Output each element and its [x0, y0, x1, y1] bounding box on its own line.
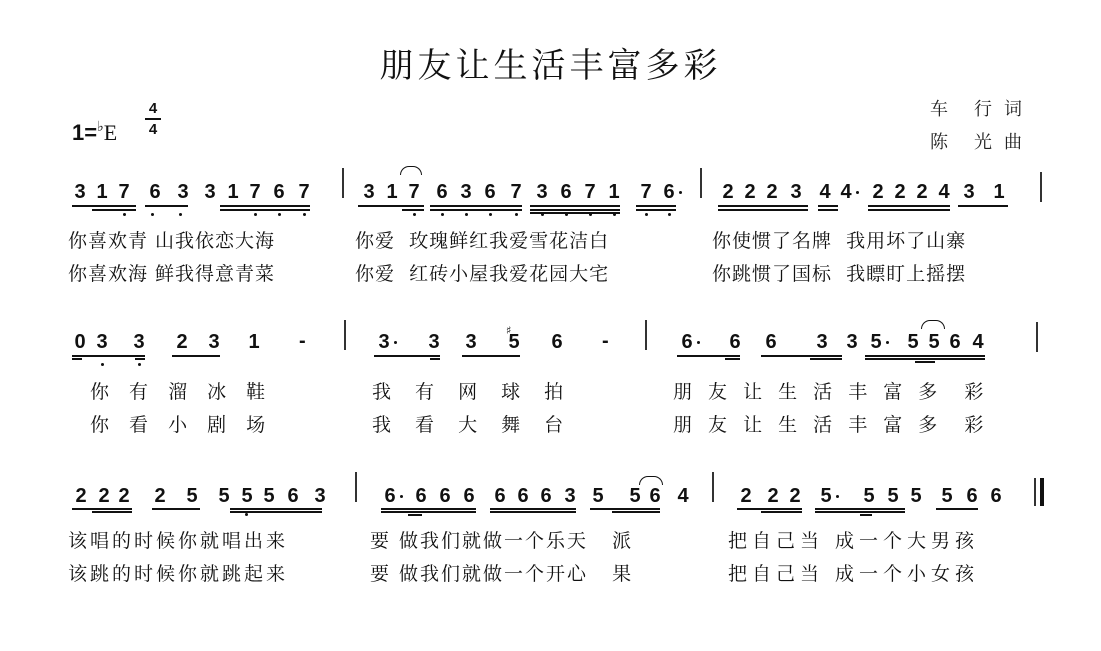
- lyricist-name-2: 行: [974, 99, 992, 120]
- beam-underline: [230, 511, 322, 513]
- note: 5: [263, 485, 275, 507]
- note: 2: [75, 485, 87, 507]
- note: 3: [816, 331, 828, 353]
- low-octave-dot: [101, 363, 104, 366]
- beam-underline: [72, 358, 82, 360]
- note: 3: [96, 331, 108, 353]
- key-tonic: 1: [72, 120, 85, 145]
- beam-underline: [430, 205, 522, 207]
- note: 3: [465, 331, 477, 353]
- augmentation-dot: [679, 191, 682, 194]
- key-equals: =: [84, 120, 98, 145]
- lyricist-name-1: 车: [930, 99, 948, 120]
- low-octave-dot: [515, 213, 518, 216]
- note: 6: [560, 181, 572, 203]
- note: 2: [766, 181, 778, 203]
- augmentation-dot: [697, 341, 700, 344]
- note: 6: [439, 485, 451, 507]
- slur-arc: [400, 166, 422, 175]
- lyric-r1-m3-v2: 你跳惯了国标 我瞟盯上摇摆: [712, 263, 967, 285]
- note: 3: [846, 331, 858, 353]
- slur-arc: [639, 476, 663, 485]
- note: 6: [663, 181, 675, 203]
- note: 3: [314, 485, 326, 507]
- note: 3: [460, 181, 472, 203]
- note: 6: [436, 181, 448, 203]
- note: 2: [789, 485, 801, 507]
- beam-underline: [135, 358, 145, 360]
- beam-underline: [865, 355, 985, 357]
- note: 3: [133, 331, 145, 353]
- bar-line: [342, 168, 344, 198]
- note: 4: [819, 181, 831, 203]
- augmentation-dot: [394, 341, 397, 344]
- lyric-r3-m2-v2: 要 做我们就做一个开心 果: [370, 563, 634, 585]
- note: 2: [872, 181, 884, 203]
- note: 6: [517, 485, 529, 507]
- sustain-dash: -: [602, 330, 609, 352]
- low-octave-dot: [179, 213, 182, 216]
- low-octave-dot: [123, 213, 126, 216]
- note: 2: [916, 181, 928, 203]
- beam-underline: [868, 209, 950, 211]
- beam-underline: [462, 355, 520, 357]
- note: 5: [941, 485, 953, 507]
- note: 5: [910, 485, 922, 507]
- low-octave-dot: [465, 213, 468, 216]
- note: 2: [767, 485, 779, 507]
- note: 5: [928, 331, 940, 353]
- beam-underline: [958, 205, 1008, 207]
- augmentation-dot: [886, 341, 889, 344]
- beam-underline: [761, 511, 802, 513]
- lyric-r3-m3-v1: 把自己当 成一个大男孩: [728, 530, 980, 552]
- augmentation-dot: [836, 495, 839, 498]
- final-bar-thin: [1034, 478, 1036, 506]
- note: 6: [273, 181, 285, 203]
- note: 6: [149, 181, 161, 203]
- note: 4: [972, 331, 984, 353]
- lyric-r3-m1-v1: 该唱的时候你就唱出来: [68, 530, 289, 552]
- note: 2: [894, 181, 906, 203]
- beam-underline: [92, 209, 136, 211]
- composer-name-1: 陈: [930, 132, 948, 153]
- beam-underline: [915, 361, 935, 363]
- beam-underline: [815, 508, 905, 510]
- note: 7: [584, 181, 596, 203]
- beam-underline: [590, 508, 660, 510]
- lyric-r2-m3-v2: 朋 友 让 生 活 丰 富 多 彩: [673, 414, 989, 436]
- beam-underline: [381, 508, 476, 510]
- note: 5: [887, 485, 899, 507]
- lyric-r1-m1-v1: 你喜欢青 山我依恋大海: [68, 230, 276, 252]
- lyricist-role: 词: [1004, 99, 1022, 120]
- note: 3: [428, 331, 440, 353]
- note: 6: [494, 485, 506, 507]
- note: 3: [790, 181, 802, 203]
- note: 1: [227, 181, 239, 203]
- low-octave-dot: [541, 213, 544, 216]
- note: 3: [378, 331, 390, 353]
- beam-underline: [936, 508, 978, 510]
- note: 1: [608, 181, 620, 203]
- sharp-icon: ♯: [506, 324, 512, 337]
- beam-underline: [636, 205, 676, 207]
- bar-line: [1036, 322, 1038, 352]
- note: 4: [677, 485, 689, 507]
- composer-name-2: 光: [974, 132, 992, 153]
- beam-underline: [172, 355, 220, 357]
- beam-underline: [72, 355, 145, 357]
- beam-underline: [220, 209, 310, 211]
- lyric-r2-m2-v2: 我 看 大 舞 台: [372, 414, 573, 436]
- note: 7: [118, 181, 130, 203]
- beam-underline: [92, 511, 132, 513]
- final-bar-line: [1040, 478, 1044, 506]
- note: 5: [218, 485, 230, 507]
- beam-underline: [374, 355, 440, 357]
- beam-underline: [530, 209, 620, 211]
- note: 5: [870, 331, 882, 353]
- note: 6: [729, 331, 741, 353]
- note: 4: [938, 181, 950, 203]
- low-octave-dot: [565, 213, 568, 216]
- low-octave-dot: [668, 213, 671, 216]
- note: 5: [820, 485, 832, 507]
- low-octave-dot: [278, 213, 281, 216]
- beam-underline: [818, 209, 838, 211]
- note: 6: [649, 485, 661, 507]
- lyric-r1-m1-v2: 你喜欢海 鲜我得意青菜: [68, 263, 276, 285]
- note: 1: [386, 181, 398, 203]
- note: 5: [863, 485, 875, 507]
- lyric-r2-m2-v1: 我 有 网 球 拍: [372, 381, 573, 403]
- key-signature: [72, 118, 117, 146]
- beam-underline: [72, 508, 132, 510]
- note: 6: [949, 331, 961, 353]
- note: 6: [384, 485, 396, 507]
- fraction-line: [145, 118, 161, 120]
- beam-underline: [430, 358, 440, 360]
- note: 2: [740, 485, 752, 507]
- note: 5: [241, 485, 253, 507]
- time-numerator: 4: [148, 100, 158, 117]
- low-octave-dot: [441, 213, 444, 216]
- beam-underline: [402, 209, 424, 211]
- beam-underline: [725, 358, 740, 360]
- beam-underline: [718, 205, 808, 207]
- lyric-r1-m3-v1: 你使惯了名牌 我用坏了山寨: [712, 230, 967, 252]
- low-octave-dot: [645, 213, 648, 216]
- note: 5: [629, 485, 641, 507]
- note: 6: [540, 485, 552, 507]
- bar-line: [355, 472, 357, 502]
- note: 7: [510, 181, 522, 203]
- beam-underline: [490, 511, 576, 513]
- beam-underline: [737, 508, 802, 510]
- low-octave-dot: [613, 213, 616, 216]
- note: 3: [208, 331, 220, 353]
- beam-underline: [761, 355, 842, 357]
- composer-credit: [930, 128, 1022, 154]
- beam-underline: [868, 205, 950, 207]
- lyric-r3-m1-v2: 该跳的时候你就跳起来: [68, 563, 289, 585]
- note: 3: [204, 181, 216, 203]
- beam-underline: [677, 355, 740, 357]
- note: 6: [765, 331, 777, 353]
- note: 6: [681, 331, 693, 353]
- beam-underline: [220, 205, 310, 207]
- note: 6: [484, 181, 496, 203]
- low-octave-dot: [303, 213, 306, 216]
- song-title: 朋友让生活丰富多彩: [379, 46, 722, 86]
- beam-underline: [408, 514, 422, 516]
- note: 5: [592, 485, 604, 507]
- augmentation-dot: [400, 495, 403, 498]
- beam-underline: [530, 205, 620, 207]
- note: 2: [118, 485, 130, 507]
- lyricist-credit: [930, 95, 1022, 121]
- bar-line: [712, 472, 714, 502]
- note: 6: [551, 331, 563, 353]
- note: 3: [564, 485, 576, 507]
- note: 7: [408, 181, 420, 203]
- note: 6: [463, 485, 475, 507]
- note: 5: [508, 331, 520, 353]
- time-signature: [145, 100, 161, 138]
- slur-arc: [921, 320, 945, 329]
- sustain-dash: -: [299, 330, 306, 352]
- note: 2: [176, 331, 188, 353]
- note: 3: [74, 181, 86, 203]
- lyric-r2-m1-v1: 你 有 溜 冰 鞋: [90, 381, 273, 403]
- beam-underline: [860, 514, 872, 516]
- note: 6: [287, 485, 299, 507]
- bar-line: [1040, 172, 1042, 202]
- lyric-r2-m1-v2: 你 看 小 剧 场: [90, 414, 273, 436]
- note: 5: [186, 485, 198, 507]
- beam-underline: [636, 209, 676, 211]
- lyric-r3-m2-v1: 要 做我们就做一个乐天 派: [370, 530, 634, 552]
- note: 7: [298, 181, 310, 203]
- bar-line: [344, 320, 346, 350]
- note: 2: [154, 485, 166, 507]
- lyric-r3-m3-v2: 把自己当 成一个小女孩: [728, 563, 980, 585]
- note: 2: [722, 181, 734, 203]
- low-octave-dot: [589, 213, 592, 216]
- beam-underline: [612, 511, 660, 513]
- note: 5: [907, 331, 919, 353]
- beam-underline: [818, 205, 838, 207]
- lyric-r1-m2-v1: 你爱 玫瑰鲜红我爱雪花洁白: [355, 230, 610, 252]
- augmentation-dot: [856, 191, 859, 194]
- note: 3: [177, 181, 189, 203]
- bar-line: [700, 168, 702, 198]
- note: 3: [963, 181, 975, 203]
- lyric-r2-m3-v1: 朋 友 让 生 活 丰 富 多 彩: [673, 381, 989, 403]
- beam-underline: [72, 205, 136, 207]
- note: 6: [966, 485, 978, 507]
- note: 4: [840, 181, 852, 203]
- composer-role: 曲: [1004, 132, 1022, 153]
- note: 6: [990, 485, 1002, 507]
- beam-underline: [230, 508, 322, 510]
- note: 3: [536, 181, 548, 203]
- beam-underline: [718, 209, 808, 211]
- beam-underline: [430, 209, 522, 211]
- low-octave-dot: [413, 213, 416, 216]
- low-octave-dot: [138, 363, 141, 366]
- low-octave-dot: [245, 513, 248, 516]
- note: 1: [993, 181, 1005, 203]
- note: 1: [248, 331, 260, 353]
- note: 2: [744, 181, 756, 203]
- note: 7: [249, 181, 261, 203]
- note: 7: [640, 181, 652, 203]
- note: 2: [98, 485, 110, 507]
- beam-underline: [358, 205, 424, 207]
- note: 3: [363, 181, 375, 203]
- beam-underline: [865, 358, 985, 360]
- beam-underline: [490, 508, 576, 510]
- beam-underline: [810, 358, 842, 360]
- note: 1: [96, 181, 108, 203]
- beam-underline: [815, 511, 905, 513]
- note: 6: [415, 485, 427, 507]
- bar-line: [645, 320, 647, 350]
- beam-underline: [152, 508, 200, 510]
- note: 0: [74, 331, 86, 353]
- low-octave-dot: [489, 213, 492, 216]
- key-letter: E: [103, 120, 118, 145]
- beam-underline: [145, 205, 188, 207]
- lyric-r1-m2-v2: 你爱 红砖小屋我爱花园大宅: [355, 263, 610, 285]
- low-octave-dot: [151, 213, 154, 216]
- time-denominator: 4: [148, 120, 158, 138]
- flat-icon: ♭: [97, 118, 104, 134]
- low-octave-dot: [254, 213, 257, 216]
- beam-underline: [381, 511, 476, 513]
